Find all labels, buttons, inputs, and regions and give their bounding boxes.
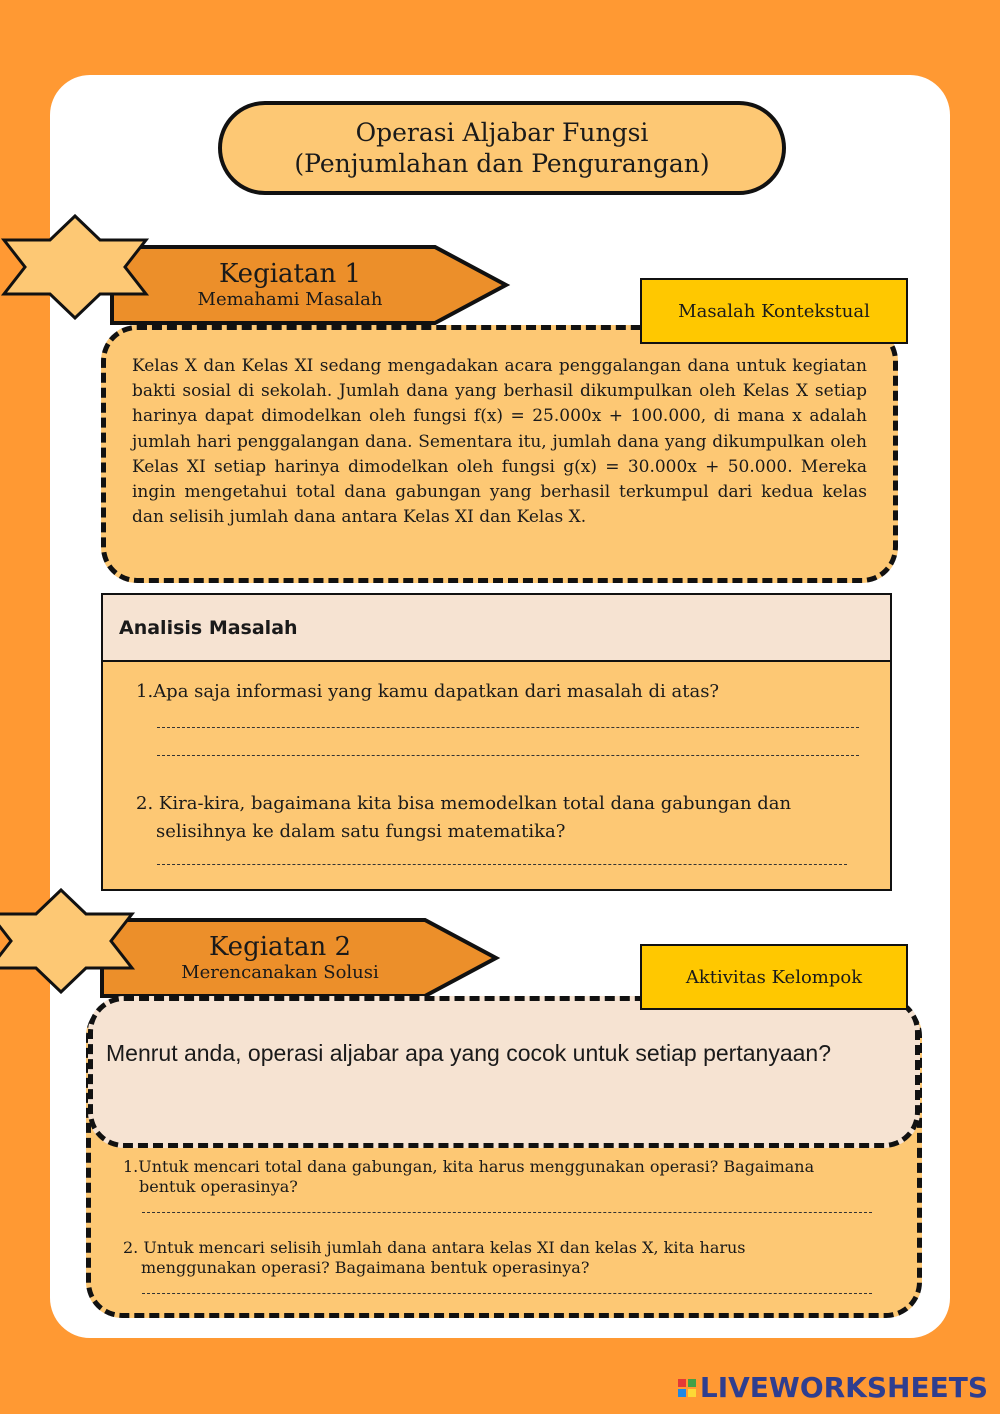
tag-label: Aktivitas Kelompok [685,966,863,988]
analysis-question-1 [136,678,719,706]
tag-aktivitas-kelompok [640,944,908,1010]
tag-masalah-kontekstual [640,278,908,344]
activity2-banner-text [140,932,420,984]
prompt-text: Menrut anda, operasi aljabar apa yang cocok untuk setiap pertanyaan? [106,1040,831,1066]
question-number: 1. [136,681,154,702]
question-text: selisihnya ke dalam satu fungsi matematika? [156,821,566,842]
worksheet-title [218,101,786,195]
liveworksheets-cube-icon [678,1379,696,1397]
activity1-subtitle: Memahami Masalah [197,289,383,310]
activity1-star-icon [0,214,150,320]
activity1-title: Kegiatan 1 [218,259,362,289]
answer-line[interactable] [157,755,859,756]
title-line-2: (Penjumlahan dan Pengurangan) [294,149,710,178]
activity2-title: Kegiatan 2 [208,932,352,962]
liveworksheets-brand: LIVEWORKSHEETS [699,1371,988,1404]
answer-line[interactable] [142,1293,872,1294]
question-text: Untuk mencari total dana gabungan, kita harus menggunakan operasi? Bagaimana [138,1157,815,1176]
answer-line[interactable] [157,864,847,865]
question-text: Apa saja informasi yang kamu dapatkan dari masalah di atas? [153,681,720,702]
question-text: menggunakan operasi? Bagaimana bentuk operasinya? [141,1258,590,1277]
question-number: 1. [123,1157,139,1176]
answer-line[interactable] [142,1212,872,1213]
analysis-heading-label: Analisis Masalah [119,616,298,639]
activity1-banner-text [150,259,430,311]
activity2-question-2 [123,1238,746,1278]
prompt-box [88,996,920,1148]
question-number: 2. [136,793,154,814]
analysis-question-2 [136,790,791,846]
analysis-heading [101,593,892,660]
question-text: Untuk mencari selisih jumlah dana antara kelas XI dan kelas X, kita harus [143,1238,746,1257]
tag-label: Masalah Kontekstual [678,300,870,322]
title-line-1: Operasi Aljabar Fungsi [355,118,649,147]
answer-line[interactable] [157,727,859,728]
question-text: Kira-kira, bagaimana kita bisa memodelkan total dana gabungan dan [158,793,792,814]
activity2-star-icon [0,888,136,994]
liveworksheets-logo [678,1371,988,1404]
question-text: bentuk operasinya? [139,1177,298,1196]
activity2-question-1 [123,1157,814,1197]
activity2-subtitle: Merencanakan Solusi [181,962,379,983]
problem-text: Kelas X dan Kelas XI sedang mengadakan acara penggalangan dana untuk kegiatan bakti sosial di sekolah. Jumlah dana yang berhasil dikumpulkan oleh Kelas X setiap harinya dapat dimodelkan oleh fungsi f(x) = 25.000x + 100.000, di mana x adalah jumlah hari penggalangan dana. Sementara itu, jumlah dana yang dikumpulkan oleh Kelas XI setiap harinya dimodelkan oleh fungsi g(x) = 30.000x + 50.000. Mereka ingin mengetahui total dana gabungan yang berhasil terkumpul dari kedua kelas dan selisih jumlah dana antara Kelas XI dan Kelas X. [132,356,867,528]
question-number: 2. [123,1238,139,1257]
